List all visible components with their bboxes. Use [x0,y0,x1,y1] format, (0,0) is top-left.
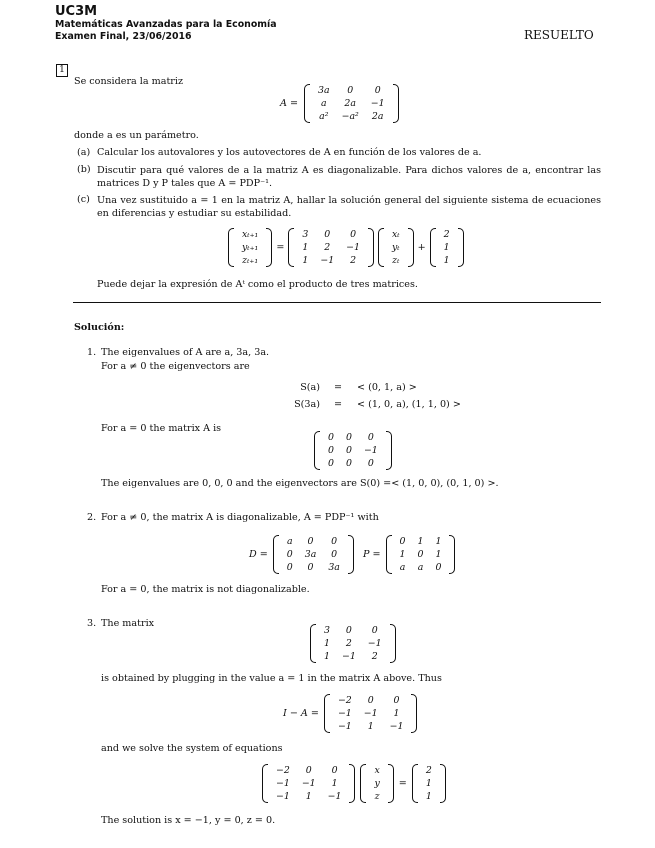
part-c-label: (c) [77,194,90,205]
param-note: donde a es un parámetro. [74,130,199,141]
cell: 1 [417,536,424,547]
cell: 0 [399,536,406,547]
solution-heading: Solución: [74,322,125,333]
item1-label: 1. [87,347,97,358]
cell: 1 [399,549,406,560]
cell: a² [319,111,329,122]
p-label: P = [363,549,381,560]
system-matrix [288,228,374,267]
cell: 0 [367,695,374,706]
cell: 0 [371,625,378,636]
divider [73,302,601,303]
cell: 1 [443,255,450,266]
cell: 1 [331,778,338,789]
cell: 0 [350,229,357,240]
p-matrix-display [363,535,455,574]
cell: −1 [276,778,290,789]
difference-system [228,228,464,267]
part-a-label: (a) [77,147,91,158]
cell: 0 [345,625,352,636]
item1-line2: For a ≠ 0 the eigenvectors are [101,361,250,372]
equals-sign: = [276,242,285,253]
cell: a [417,562,424,573]
cell: 0 [331,765,338,776]
part-b-label: (b) [77,164,91,175]
institution: UC3M [55,4,98,19]
cell: −1 [276,791,290,802]
i-minus-a-label: I − A = [283,708,319,719]
cell: −1 [337,721,352,732]
cell: 0 [367,458,374,469]
cell: 2 [371,651,378,662]
hint-text: Puede dejar la expresión de Aᵗ como el producto de tres matrices. [97,279,418,290]
matrix-a1 [310,624,396,663]
cell: 0 [345,432,352,443]
cell: 3 [302,229,309,240]
cell: 0 [307,536,314,547]
lhs-vector [228,228,272,267]
eigen-lhs-1: S(a) [300,382,320,393]
eigen-eq-2: = [334,399,343,410]
cell: 1 [443,242,450,253]
cell: 1 [435,536,442,547]
cell: 2 [443,229,450,240]
status-label: RESUELTO [524,28,594,42]
eigen-lhs-2: S(3a) [294,399,320,410]
d-matrix-display [249,535,354,574]
cell: −1 [337,708,352,719]
cell: a [286,536,293,547]
cell: yₜ₊₁ [242,242,259,253]
course-title: Matemáticas Avanzadas para la Economía [55,19,277,30]
cell: a [321,98,327,109]
item2-line2: For a = 0, the matrix is not diagonalizable. [101,584,310,595]
matrix-a0 [314,431,392,470]
cell: 0 [328,432,334,443]
cell: 0 [305,765,312,776]
cell: −1 [389,721,404,732]
cell: 0 [393,695,400,706]
item3-label: 3. [87,618,97,629]
system-equals: = [398,778,407,789]
cell: z [374,791,380,802]
item1-line1: The eigenvalues of A are a, 3a, 3a. [101,347,270,358]
cell: 2 [425,765,432,776]
problem-intro: Se considera la matriz [74,76,184,87]
matrix-i-minus-a [324,694,417,733]
cell: 0 [328,445,334,456]
cell: 0 [367,432,374,443]
cell: a [399,562,406,573]
cell: 0 [435,562,442,573]
cell: 0 [286,562,293,573]
cell: 0 [374,85,381,96]
cell: 3a [304,549,317,560]
zero-eigen-text: The eigenvalues are 0, 0, 0 and the eigenvectors are S(0) =< (1, 0, 0), (0, 1, 0) >. [101,478,499,489]
cell: x [374,765,380,776]
cell: xₜ [392,229,400,240]
cell: 2a [344,98,356,109]
cell: −1 [370,98,385,109]
matrix-a-label: A = [280,98,299,109]
cell: 0 [286,549,293,560]
cell: −1 [320,255,335,266]
cell: zₜ [392,255,400,266]
cell: 0 [307,562,314,573]
cell: −1 [301,778,316,789]
cell: 2 [345,638,352,649]
cell: 0 [324,229,331,240]
part-a-text: Calcular los autovalores y los autovectores de A en función de los valores de a. [97,147,482,158]
solution-result: The solution is x = −1, y = 0, z = 0. [101,815,276,826]
cell: 1 [324,651,330,662]
part-c-text: Una vez sustituido a = 1 en la matriz A, hallar la solución general del siguiente sistema de ecuaciones en diferencias y estudiar su estabilidad. [97,195,601,219]
cell: 3a [318,85,330,96]
cell: −1 [367,638,382,649]
cell: −2 [337,695,352,706]
system-coeff-matrix [262,764,355,803]
matrix-p [386,535,456,574]
cell: 0 [331,536,338,547]
i-minus-a-display [283,694,417,733]
item2-line1: For a ≠ 0, the matrix A is diagonalizable, A = PDP⁻¹ with [101,512,379,523]
cell: 3 [324,625,330,636]
cell: 1 [305,791,312,802]
cell: 0 [345,458,352,469]
matrix-a-display [280,84,399,123]
item3-line2: is obtained by plugging in the value a = 1 in the matrix A above. Thus [101,673,442,684]
cell: zₜ₊₁ [242,255,259,266]
item3-line1: The matrix [101,618,155,629]
cell: yₜ [392,242,400,253]
cell: −a² [341,111,359,122]
linear-system [262,764,446,803]
cell: 0 [331,549,338,560]
item2-label: 2. [87,512,97,523]
cell: 1 [367,721,374,732]
problem-number: 1 [56,64,68,77]
cell: −1 [346,242,360,253]
cell: −1 [363,708,378,719]
matrix-a [304,84,399,123]
cell: 0 [347,85,354,96]
eigen-eq-1: = [334,382,343,393]
cell: 0 [417,549,424,560]
cell: 0 [328,458,334,469]
cell: 2a [371,111,384,122]
cell: 2 [350,255,357,266]
system-unknowns [360,764,393,803]
cell: 2 [324,242,331,253]
exam-date: Examen Final, 23/06/2016 [55,31,192,42]
matrix-d [273,535,354,574]
cell: 3a [328,562,340,573]
constant-vector [430,228,464,267]
zero-case-text: For a = 0 the matrix A is [101,423,222,434]
cell: −2 [276,765,290,776]
cell: −1 [341,651,356,662]
cell: 1 [425,791,432,802]
cell: xₜ₊₁ [242,229,259,240]
cell: 0 [345,445,352,456]
cell: 1 [435,549,442,560]
cell: 1 [302,242,309,253]
cell: −1 [363,445,378,456]
system-rhs [412,764,446,803]
cell: 1 [425,778,432,789]
eigen-rhs-1: < (0, 1, a) > [357,382,417,393]
part-b-text: Discutir para qué valores de a la matriz A es diagonalizable. Para dichos valores de a, encontrar las matrices D y P tales que A = PDP⁻¹. [97,165,601,189]
d-label: D = [249,549,268,560]
eigen-rhs-2: < (1, 0, a), (1, 1, 0) > [357,399,461,410]
plus-sign: + [417,242,426,253]
state-vector [378,228,414,267]
item3-line3: and we solve the system of equations [101,743,283,754]
cell: 1 [324,638,330,649]
cell: −1 [327,791,342,802]
cell: 1 [393,708,400,719]
cell: 1 [302,255,309,266]
cell: y [374,778,380,789]
